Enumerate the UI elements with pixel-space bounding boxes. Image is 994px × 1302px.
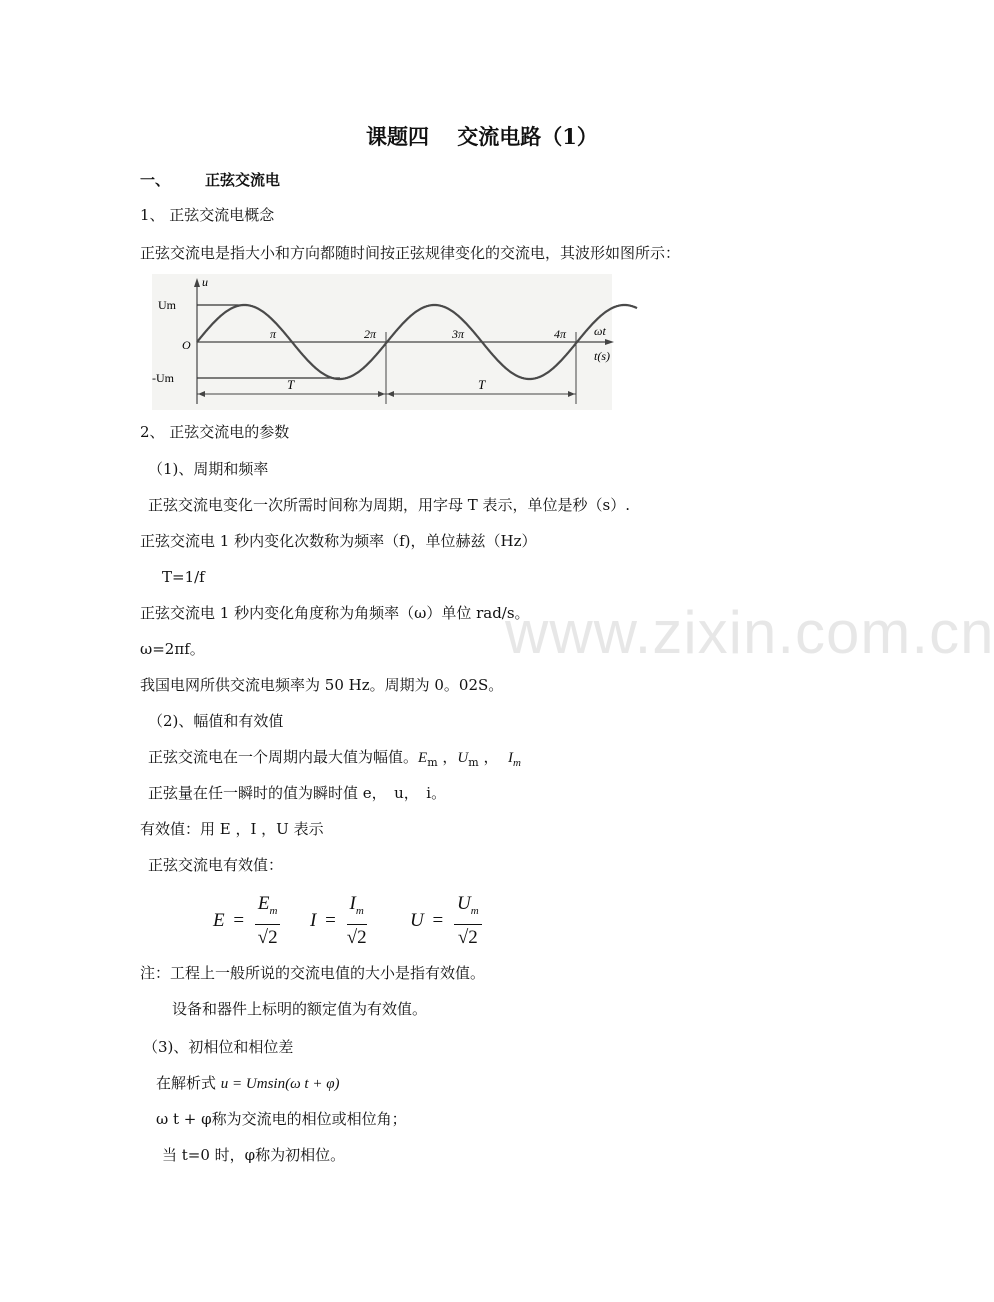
tick-pi: π — [270, 327, 277, 341]
frequency-paragraph: 正弦交流电 1 秒内变化次数称为频率（f)，单位赫兹（Hz） — [140, 532, 537, 550]
initial-phase-paragraph: 当 t=0 时，φ称为初相位。 — [162, 1146, 346, 1164]
watermark: www.zixin.com.cn — [505, 599, 994, 666]
numerator — [347, 893, 367, 925]
section-number: 一、 — [140, 171, 171, 189]
tick-3pi: 3π — [452, 327, 465, 341]
num-symbol: I — [349, 893, 356, 914]
num-symbol: E — [257, 893, 270, 914]
fraction — [454, 893, 482, 949]
x-axis-t-label: t(s) — [594, 349, 610, 363]
formula-omega: ω=2πf。 — [140, 640, 205, 658]
eq-sign: = — [325, 909, 336, 931]
y-axis-label: u — [202, 275, 208, 289]
note-line-1: 注：工程上一般所说的交流电值的大小是指有效值。 — [140, 964, 486, 982]
eq-lhs: U — [410, 909, 424, 931]
eq-sign: = — [233, 909, 245, 931]
fraction — [347, 893, 367, 949]
amplitude-paragraph — [148, 747, 521, 773]
period-paragraph: 正弦交流电变化一次所需时间称为周期，用字母 T 表示，单位是秒（s）. — [148, 496, 631, 514]
separator: ， — [483, 748, 499, 766]
subheading-amplitude-rms: （2)、幅值和有效值 — [148, 712, 284, 730]
separator: ， — [442, 748, 458, 766]
angular-frequency-paragraph: 正弦交流电 1 秒内变化角度称为角频率（ω）单位 rad/s。 — [140, 604, 530, 622]
eq-lhs: E — [213, 909, 225, 931]
instantaneous-paragraph: 正弦量在任一瞬时的值为瞬时值 e， u， i。 — [148, 784, 447, 802]
subscript: m — [468, 756, 479, 769]
note-line-2: 设备和器件上标明的额定值为有效值。 — [172, 1000, 428, 1018]
denominator: √2 — [346, 926, 367, 948]
rms-title: 正弦交流电有效值： — [148, 856, 284, 874]
subheading-period-frequency: （1)、周期和频率 — [148, 460, 269, 478]
grid-frequency-paragraph: 我国电网所供交流电频率为 50 Hz。周期为 0。02S。 — [140, 676, 504, 694]
expression-paragraph — [156, 1073, 340, 1094]
section-title: 正弦交流电 — [205, 171, 281, 189]
phase-paragraph: ω t + φ称为交流电的相位或相位角； — [156, 1110, 407, 1128]
neg-um-label: -Um — [152, 371, 174, 385]
eq-lhs: I — [310, 909, 317, 931]
denominator: √2 — [257, 926, 278, 948]
subheading-phase: （3)、初相位和相位差 — [143, 1038, 294, 1056]
page-title: 课题四 交流电路（1） — [366, 124, 598, 149]
expression-formula: u = Umsin(ω t + φ) — [220, 1076, 340, 1092]
amplitude-text: 正弦交流电在一个周期内最大值为幅值。 — [148, 748, 419, 766]
subscript: m — [355, 904, 364, 917]
definition-paragraph: 正弦交流电是指大小和方向都随时间按正弦规律变化的交流电，其波形如图所示： — [140, 244, 681, 262]
subheading-parameters: 2、 正弦交流电的参数 — [140, 423, 290, 441]
subheading-concept: 1、 正弦交流电概念 — [140, 206, 275, 224]
period-label-1: T — [287, 377, 295, 392]
num-symbol: U — [456, 893, 471, 914]
tick-4pi: 4π — [554, 327, 567, 341]
period-label-2: T — [478, 377, 486, 392]
formula-period: T=1/f — [162, 568, 205, 586]
equation-u-rms — [410, 893, 482, 949]
subscript: m — [269, 904, 278, 917]
equation-i-rms — [310, 893, 367, 949]
equation-e-rms — [213, 893, 280, 949]
subscript: m — [470, 904, 479, 917]
origin-label: O — [182, 338, 191, 352]
numerator — [255, 893, 281, 925]
symbol-um: U — [457, 750, 469, 766]
eq-sign: = — [432, 909, 444, 931]
rms-symbols-paragraph: 有效值：用 E ，I ，U 表示 — [140, 820, 324, 838]
denominator: √2 — [457, 926, 478, 948]
numerator — [454, 893, 482, 925]
subscript: m — [513, 757, 521, 769]
um-label: Um — [158, 298, 176, 312]
subscript: m — [427, 756, 438, 769]
symbol-em: E — [418, 750, 428, 766]
sine-wave-figure — [140, 272, 620, 412]
tick-2pi: 2π — [364, 327, 377, 341]
symbol-im: I — [508, 750, 514, 766]
expression-prefix: 在解析式 — [156, 1074, 217, 1092]
x-axis-omega-label: ωt — [594, 324, 606, 338]
fraction — [255, 893, 281, 949]
